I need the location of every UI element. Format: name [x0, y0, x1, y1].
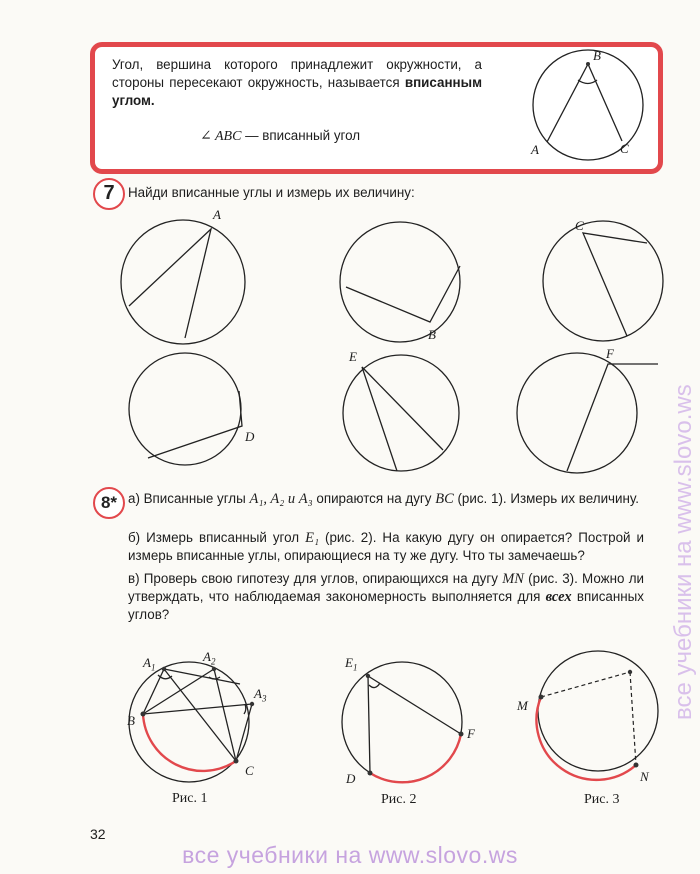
definition-label-b: B: [593, 48, 601, 63]
definition-label-a: A: [531, 142, 539, 157]
task7-angle-c: [583, 233, 647, 336]
definition-label-c: C: [620, 141, 629, 156]
page-number: 32: [90, 826, 106, 842]
task7-label-c: C: [575, 218, 584, 233]
task7-text: Найди вписанные углы и измерь их величину:: [128, 185, 415, 200]
task7-circle-d: [129, 353, 241, 465]
fig1-label-a2: $A_2$: [203, 649, 216, 667]
fig2-angle-e1: [368, 676, 461, 773]
fig2-label-f: F: [467, 726, 475, 741]
fig3-circle: [538, 651, 658, 771]
definition-term: вписанным углом.: [112, 75, 482, 108]
fig1-caption: Рис. 1: [172, 791, 208, 806]
fig3-label-m: M: [517, 698, 528, 713]
task8-part-c: в) Проверь свою гипотезу для углов, опирающихся на дугу MN (рис. 3). Можно ли утверждать, что наблюдаемая закономерность выполняется для всех вписанных углов?: [128, 571, 644, 622]
task7-angle-f: [567, 364, 658, 471]
fig2-caption: Рис. 2: [381, 792, 417, 807]
definition-angle-abc: [547, 64, 622, 142]
definition-angle-arc: [578, 80, 597, 84]
watermark-bottom: все учебники на www.slovo.ws: [182, 842, 518, 868]
watermark-side: все учебники на www.slovo.ws: [670, 384, 697, 720]
fig3-caption: Рис. 3: [584, 792, 620, 807]
task7-label-b: B: [428, 327, 436, 342]
task7-circle-f: [517, 353, 637, 473]
task7-angle-b: [346, 266, 460, 322]
task7-angle-a: [129, 229, 211, 338]
definition-formula: ∠ ABC — вписанный угол: [200, 128, 361, 144]
task7-label-d: D: [245, 429, 255, 444]
fig1-label-b: B: [127, 713, 135, 728]
task8-part-a: а) Вписанные углы A₁, A₂ и A₃ опираются на дугу BC (рис. 1). Измерь их величину.: [128, 491, 639, 507]
fig2-arc-df: [370, 734, 461, 782]
task7-angle-e: [362, 367, 443, 471]
task7-circle-e: [343, 355, 459, 471]
task8-part-b: б) Измерь вписанный угол E₁ (рис. 2). На какую дугу он опирается? Построй и измерь вписанные углы, опирающиеся на ту же дугу. Что ты замечаешь?: [128, 530, 645, 563]
fig3-label-n: N: [640, 769, 649, 784]
fig1-label-c: C: [245, 763, 254, 778]
task7-angle-d: [148, 391, 242, 458]
fig1-label-a1: $A_1$: [143, 655, 156, 673]
task7-circle-b: [340, 222, 460, 342]
task7-badge: 7: [93, 178, 125, 210]
task7-label-e: E: [349, 349, 357, 364]
fig2-label-e1: $E_1$: [345, 655, 358, 673]
task8-badge: 8*: [93, 487, 125, 519]
task7-circle-a: [121, 220, 245, 344]
fig1-label-a3: $A_3$: [254, 686, 267, 704]
definition-text: Угол, вершина которого принадлежит окружности, а стороны пересекают окружность, называется вписанным углом.: [112, 57, 482, 108]
task7-label-f: F: [606, 346, 614, 361]
fig2-label-d: D: [346, 771, 356, 786]
task7-label-a: A: [213, 207, 221, 222]
fig3-arc-mn: [536, 697, 636, 780]
